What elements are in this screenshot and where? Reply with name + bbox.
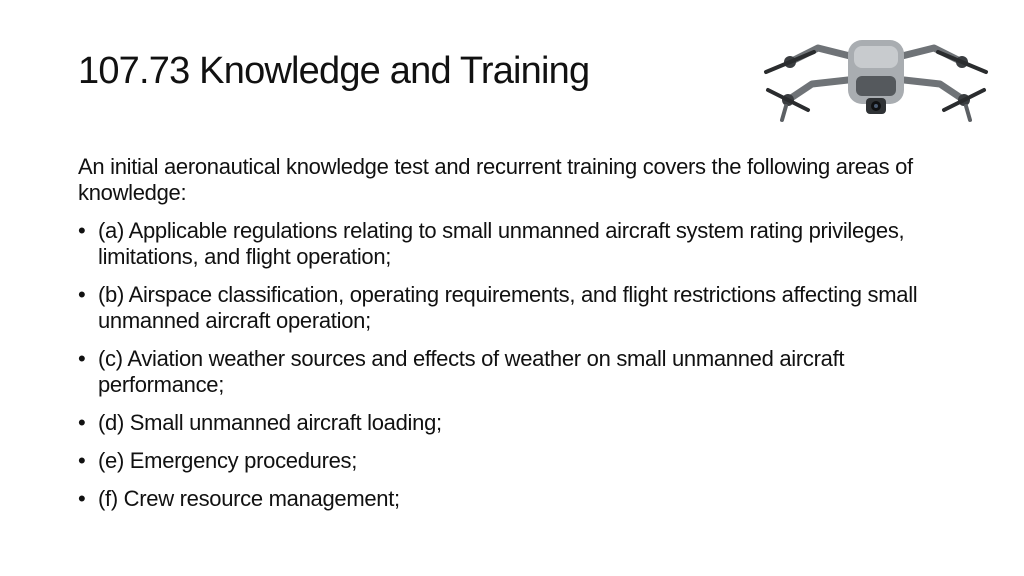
- bullet-icon: •: [78, 346, 86, 371]
- intro-text: An initial aeronautical knowledge test and recurrent training covers the following areas of knowledge:: [78, 154, 913, 205]
- list-item: [78, 410, 958, 436]
- bullet-icon: •: [78, 282, 86, 307]
- list-item: [78, 486, 958, 512]
- list-item: [78, 346, 958, 398]
- list-item-text: (b) Airspace classification, operating requirements, and flight restrictions affecting small unmanned aircraft operation;: [98, 282, 918, 333]
- list-item: [78, 218, 958, 270]
- bullet-icon: •: [78, 448, 86, 473]
- list-item: [78, 282, 958, 334]
- list-item-text: (e) Emergency procedures;: [98, 448, 358, 473]
- list-item-text: (a) Applicable regulations relating to small unmanned aircraft system rating privileges, limitations, and flight operation;: [98, 218, 905, 269]
- slide-title: 107.73 Knowledge and Training: [78, 50, 590, 92]
- drone-icon: [760, 18, 992, 128]
- bullet-icon: •: [78, 218, 86, 243]
- knowledge-list: [78, 218, 958, 512]
- list-item-text: (c) Aviation weather sources and effects of weather on small unmanned aircraft performance;: [98, 346, 845, 397]
- slide-body: [78, 154, 958, 524]
- bullet-icon: •: [78, 486, 86, 511]
- bullet-icon: •: [78, 410, 86, 435]
- list-item-text: (f) Crew resource management;: [98, 486, 400, 511]
- list-item: [78, 448, 958, 474]
- list-item-text: (d) Small unmanned aircraft loading;: [98, 410, 442, 435]
